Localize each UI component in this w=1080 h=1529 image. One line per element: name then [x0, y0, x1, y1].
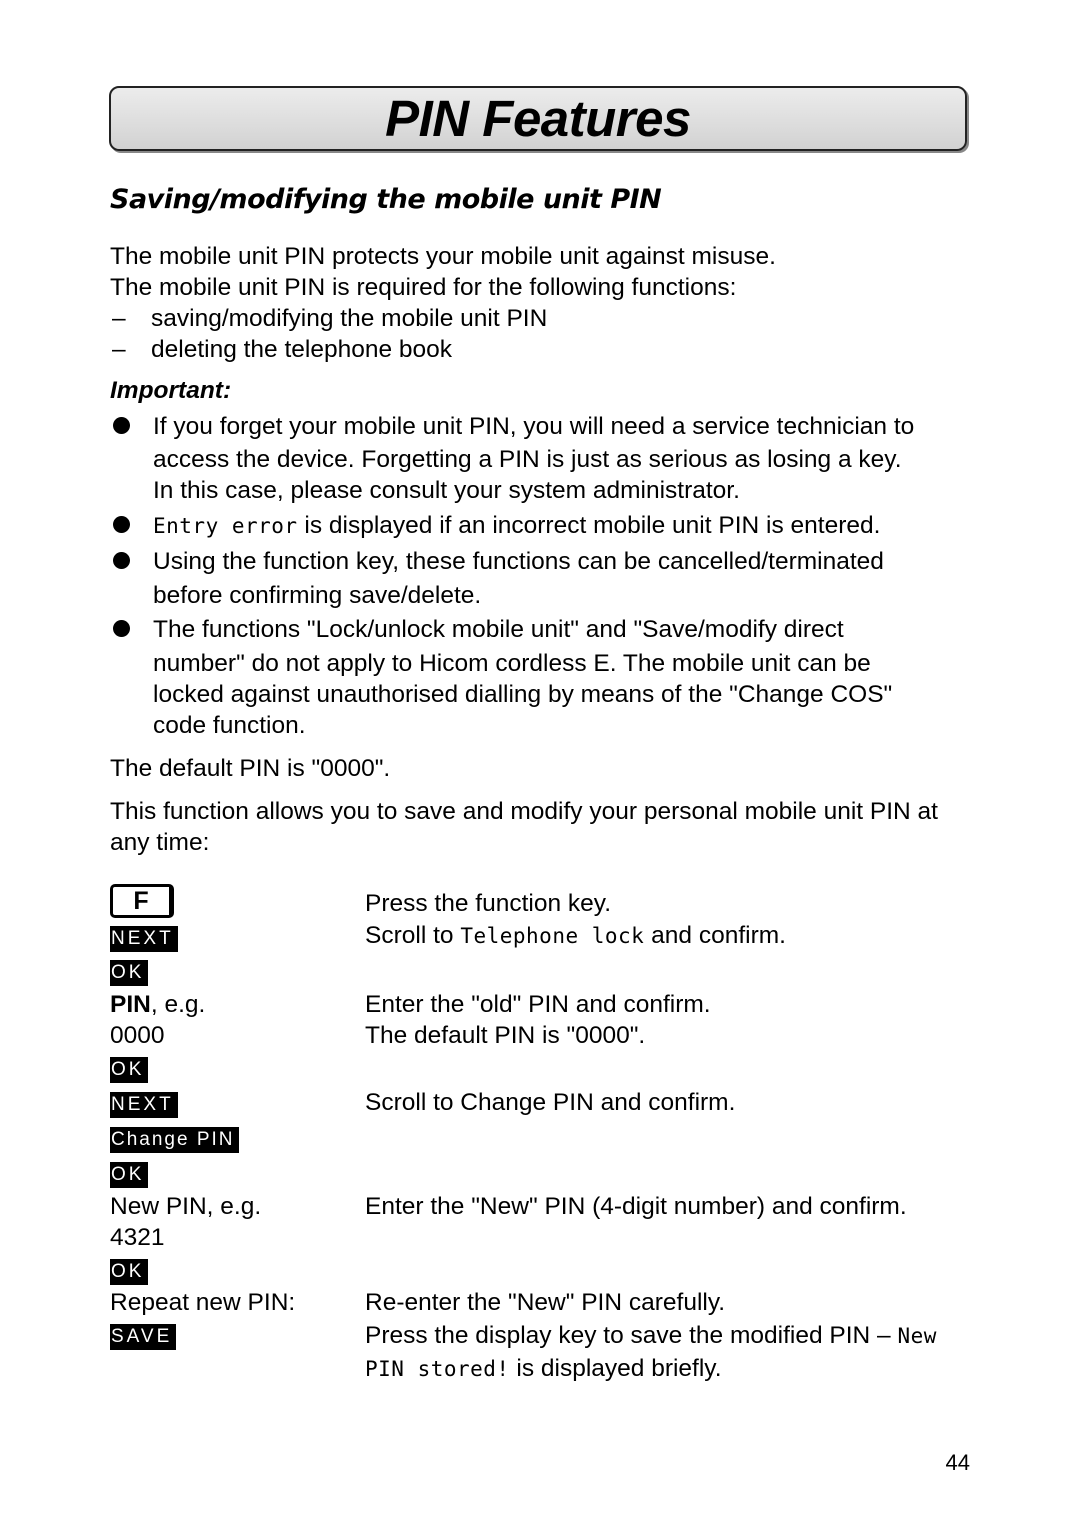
bullet-icon: [113, 417, 130, 434]
bullet-1-line-3: In this case, please consult your system administrator.: [153, 477, 740, 504]
step-scroll-telephone-lock: [365, 920, 786, 952]
step-press-function: Press the function key.: [365, 890, 612, 917]
press-display-prefix: Press the display key to save the modified PIN –: [365, 1322, 898, 1349]
pin-eg-label: [110, 989, 205, 1020]
bullet-4-line-2: number" do not apply to Hicom cordless E. The mobile unit can be: [153, 650, 871, 677]
dash-item-1: [112, 303, 547, 334]
step-enter-old: Enter the "old" PIN and confirm.: [365, 991, 711, 1018]
dash-item-2: [112, 334, 452, 365]
scroll-suffix: and confirm.: [644, 922, 786, 949]
pin-value: 0000: [110, 1022, 165, 1049]
bullet-4-line-1: The functions "Lock/unlock mobile unit" and "Save/modify direct: [153, 616, 844, 643]
function-text-line-1: This function allows you to save and modify your personal mobile unit PIN at: [110, 798, 938, 825]
step-default-note: The default PIN is "0000".: [365, 1022, 646, 1049]
save-key: SAVE: [110, 1324, 176, 1350]
bullet-icon: [113, 516, 130, 533]
ok-key: OK: [110, 960, 148, 986]
page-number: 44: [945, 1450, 970, 1475]
function-key-icon: [110, 884, 174, 918]
ok-key: OK: [110, 1162, 148, 1188]
dash-item-text: deleting the telephone book: [151, 336, 453, 363]
new-pin-value: 4321: [110, 1224, 165, 1251]
bullet-icon: [113, 620, 130, 637]
intro-line-2: The mobile unit PIN is required for the following functions:: [110, 274, 737, 301]
ok-key: OK: [110, 1057, 148, 1083]
bullet-3-line-2: before confirming save/delete.: [153, 582, 482, 609]
display-text-telephone-lock: Telephone lock: [460, 924, 645, 948]
step-enter-new: Enter the "New" PIN (4-digit number) and confirm.: [365, 1193, 907, 1220]
display-text-pin-stored: PIN stored!: [365, 1357, 510, 1381]
step-scroll-change: Scroll to Change PIN and confirm.: [365, 1089, 736, 1116]
title-banner: [109, 86, 967, 151]
bullet-4-line-3: locked against unauthorised dialling by means of the "Change COS": [153, 681, 893, 708]
pin-eg: , e.g.: [150, 991, 206, 1018]
intro-line-1: The mobile unit PIN protects your mobile unit against misuse.: [110, 243, 776, 270]
bullet-3-line-1: Using the function key, these functions can be cancelled/terminated: [153, 548, 884, 575]
section-title: Saving/modifying the mobile unit PIN: [110, 184, 662, 215]
important-label: Important:: [110, 377, 232, 404]
step-reenter: Re-enter the "New" PIN carefully.: [365, 1289, 726, 1316]
stored-suffix: is displayed briefly.: [509, 1355, 722, 1382]
dash-symbol: –: [112, 305, 126, 332]
function-key-label: F: [133, 886, 149, 915]
display-text-entry-error: Entry error: [153, 514, 298, 538]
bullet-1-line-2: access the device. Forgetting a PIN is just as serious as losing a key.: [153, 446, 902, 473]
change-pin-key: Change PIN: [110, 1127, 239, 1153]
step-press-display: [365, 1320, 937, 1352]
bullet-2: [153, 510, 880, 542]
scroll-prefix: Scroll to: [365, 922, 461, 949]
bullet-2-text: is displayed if an incorrect mobile unit PIN is entered.: [297, 512, 881, 539]
step-stored: [365, 1353, 722, 1385]
function-text-line-2: any time:: [110, 829, 210, 856]
repeat-pin-label: Repeat new PIN:: [110, 1289, 296, 1316]
default-pin-text: The default PIN is "0000".: [110, 755, 391, 782]
next-key: NEXT: [110, 926, 178, 952]
bullet-1-line-1: If you forget your mobile unit PIN, you will need a service technician to: [153, 413, 915, 440]
pin-bold: PIN: [110, 991, 151, 1018]
dash-item-text: saving/modifying the mobile unit PIN: [151, 305, 548, 332]
next-key: NEXT: [110, 1092, 178, 1118]
ok-key: OK: [110, 1259, 148, 1285]
page-title: PIN Features: [385, 90, 691, 147]
dash-symbol: –: [112, 336, 126, 363]
new-pin-label: New PIN, e.g.: [110, 1193, 262, 1220]
display-text-new: New: [897, 1324, 937, 1348]
bullet-icon: [113, 552, 130, 569]
bullet-4-line-4: code function.: [153, 712, 306, 739]
